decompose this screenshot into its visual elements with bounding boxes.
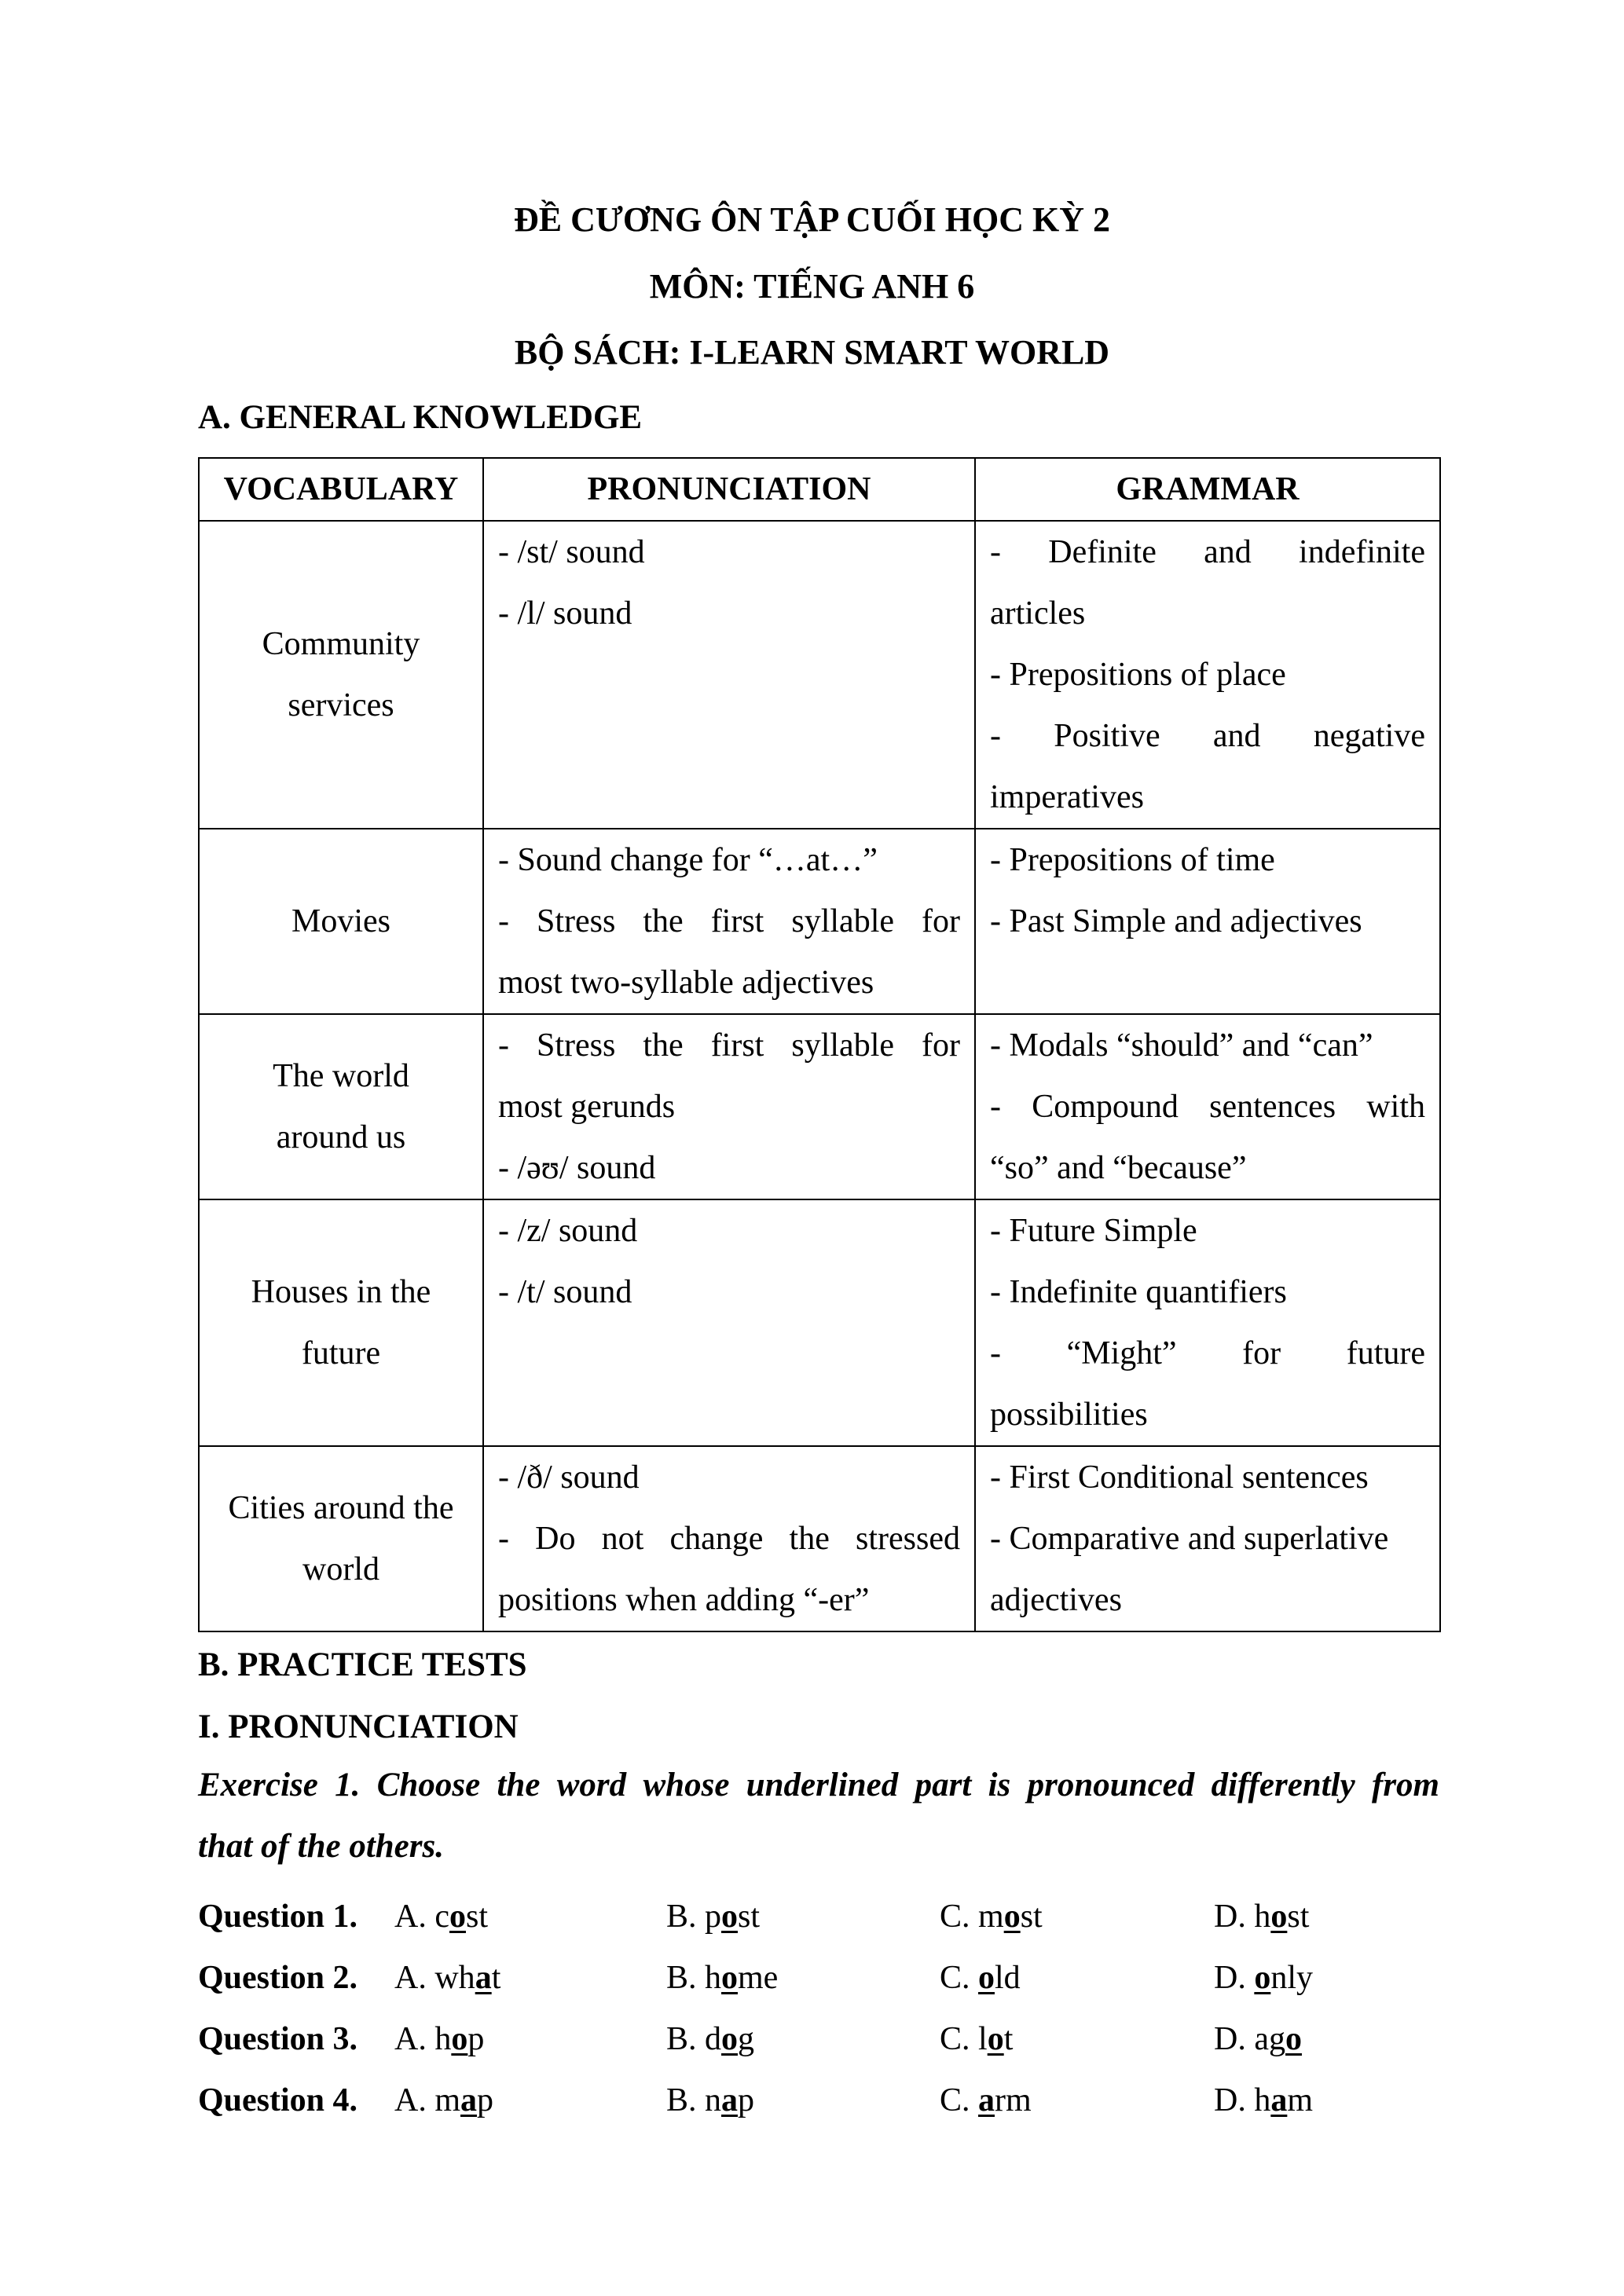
answer-option[interactable] <box>940 1954 1021 2001</box>
pron-line: - /l/ sound <box>498 595 632 632</box>
gram-line: - Prepositions of place <box>990 657 1286 693</box>
word-part: h <box>1254 2082 1271 2118</box>
pron-line: - /z/ sound <box>498 1213 638 1249</box>
pronunciation-cell <box>483 829 975 1014</box>
gram-line: - Comparative and superlative <box>990 1521 1389 1557</box>
word-part: p <box>477 2082 494 2118</box>
option-letter: C. <box>940 1960 970 1996</box>
word-part: n <box>705 2082 722 2118</box>
book-title: BỘ SÁCH: I-LEARN SMART WORLD <box>514 333 1110 372</box>
answer-option[interactable] <box>394 1954 500 2001</box>
underlined-part: a <box>460 2082 478 2118</box>
word-part: p <box>738 2082 755 2118</box>
underlined-part: o <box>721 2021 739 2057</box>
underlined-part: o <box>1254 1960 1271 1996</box>
pron-line: - Sound change for “…at…” <box>498 842 878 878</box>
word-part: c <box>434 1899 449 1935</box>
pron-line: most gerunds <box>498 1089 676 1125</box>
word-part: st <box>1287 1899 1310 1935</box>
gram-line: - Modals “should” and “can” <box>990 1027 1373 1064</box>
answer-option[interactable] <box>1214 1954 1313 2001</box>
answer-option[interactable] <box>394 1893 488 1940</box>
word-part: p <box>705 1899 722 1935</box>
option-letter: D. <box>1214 2082 1246 2118</box>
subject-title: MÔN: TIẾNG ANH 6 <box>649 267 975 306</box>
exercise-line: that of the others. <box>198 1828 444 1865</box>
option-letter: D. <box>1214 1960 1246 1996</box>
pron-line: - Do not change the stressed <box>498 1521 960 1557</box>
vocab-line: Cities around the <box>228 1490 454 1526</box>
gram-line: - Positive and negative <box>990 718 1425 754</box>
grammar-cell <box>975 1014 1440 1199</box>
pronunciation-cell <box>483 1446 975 1631</box>
gram-line: possibilities <box>990 1397 1148 1433</box>
column-header-pronunciation: PRONUNCIATION <box>483 458 975 521</box>
gram-line: - Past Simple and adjectives <box>990 903 1362 939</box>
option-letter: C. <box>940 2021 970 2057</box>
question-row <box>198 1954 1455 2001</box>
pron-line: most two-syllable adjectives <box>498 965 874 1001</box>
word-part: t <box>1003 2021 1014 2057</box>
underlined-part: a <box>721 2082 739 2118</box>
word-part: h <box>705 1960 722 1996</box>
answer-option[interactable] <box>394 2016 484 2063</box>
word-part: st <box>1020 1899 1043 1935</box>
vocab-cell <box>199 1446 483 1631</box>
underlined-part: o <box>1003 1899 1021 1935</box>
question-row <box>198 2016 1455 2063</box>
pron-line: positions when adding “-er” <box>498 1582 870 1618</box>
vocab-line: services <box>288 687 394 723</box>
word-part: l <box>978 2021 988 2057</box>
option-letter: A. <box>394 2082 427 2118</box>
table-row <box>199 521 1440 829</box>
answer-option[interactable] <box>1214 2077 1313 2124</box>
answer-option[interactable] <box>666 2016 754 2063</box>
underlined-part: a <box>978 2082 995 2118</box>
option-letter: C. <box>940 2082 970 2118</box>
answer-option[interactable] <box>666 2077 754 2124</box>
word-part: st <box>466 1899 489 1935</box>
table-row <box>199 1014 1440 1199</box>
word-part: rm <box>995 2082 1032 2118</box>
word-part: h <box>1254 1899 1271 1935</box>
gram-line: “so” and “because” <box>990 1150 1247 1186</box>
question-label: Question 1. <box>198 1899 358 1935</box>
word-part: h <box>434 2021 452 2057</box>
underlined-part: a <box>1270 2082 1288 2118</box>
word-part: ag <box>1254 2021 1285 2057</box>
underlined-part: a <box>475 1960 492 1996</box>
pronunciation-heading: I. PRONUNCIATION <box>198 1708 519 1745</box>
pron-line: - /ð/ sound <box>498 1459 640 1496</box>
vocab-cell <box>199 829 483 1014</box>
vocab-line: world <box>302 1551 379 1587</box>
gram-line: imperatives <box>990 779 1144 815</box>
vocab-line: future <box>301 1335 381 1371</box>
word-part: m <box>1287 2082 1314 2118</box>
answer-option[interactable] <box>666 1893 760 1940</box>
grammar-cell <box>975 1199 1440 1446</box>
gram-line: - Future Simple <box>990 1213 1197 1249</box>
option-letter: B. <box>666 2021 697 2057</box>
knowledge-table <box>198 457 1441 1632</box>
underlined-part: o <box>1285 2021 1302 2057</box>
table-header-row <box>199 458 1440 521</box>
gram-line: adjectives <box>990 1582 1122 1618</box>
word-part: nly <box>1270 1960 1314 1996</box>
word-part: ld <box>995 1960 1021 1996</box>
word-part: p <box>467 2021 485 2057</box>
option-letter: A. <box>394 2021 427 2057</box>
gram-line: - Prepositions of time <box>990 842 1275 878</box>
vocab-cell <box>199 521 483 829</box>
answer-option[interactable] <box>1214 2016 1302 2063</box>
table-row <box>199 829 1440 1014</box>
word-part: g <box>738 2021 755 2057</box>
gram-line: - Compound sentences with <box>990 1089 1425 1125</box>
word-part: m <box>434 2082 461 2118</box>
grammar-cell <box>975 829 1440 1014</box>
table-row <box>199 1199 1440 1446</box>
section-a-heading: A. GENERAL KNOWLEDGE <box>198 399 643 436</box>
option-letter: B. <box>666 1899 697 1935</box>
underlined-part: o <box>451 2021 468 2057</box>
option-letter: B. <box>666 2082 697 2118</box>
answer-option[interactable] <box>940 2077 1032 2124</box>
gram-line: - Indefinite quantifiers <box>990 1274 1287 1310</box>
option-letter: A. <box>394 1899 427 1935</box>
vocab-cell <box>199 1199 483 1446</box>
column-header-grammar: GRAMMAR <box>975 458 1440 521</box>
table-row <box>199 1446 1440 1631</box>
gram-line: articles <box>990 595 1086 632</box>
answer-option[interactable] <box>940 2016 1013 2063</box>
pron-line: - Stress the first syllable for <box>498 1027 960 1064</box>
word-part: me <box>738 1960 779 1996</box>
grammar-cell <box>975 1446 1440 1631</box>
vocab-line: Houses in the <box>251 1274 431 1310</box>
underlined-part: o <box>1270 1899 1288 1935</box>
gram-line: - First Conditional sentences <box>990 1459 1369 1496</box>
pronunciation-cell <box>483 521 975 829</box>
gram-line: - “Might” for future <box>990 1335 1425 1371</box>
option-letter: B. <box>666 1960 697 1996</box>
option-letter: D. <box>1214 1899 1246 1935</box>
vocab-line: Movies <box>291 903 390 939</box>
question-row <box>198 1893 1455 1940</box>
word-part: m <box>978 1899 1004 1935</box>
underlined-part: o <box>978 1960 995 1996</box>
pronunciation-cell <box>483 1199 975 1446</box>
vocab-cell <box>199 1014 483 1199</box>
document-title: ĐỀ CƯƠNG ÔN TẬP CUỐI HỌC KỲ 2 <box>513 200 1111 239</box>
option-letter: A. <box>394 1960 427 1996</box>
question-row <box>198 2077 1455 2124</box>
grammar-cell <box>975 521 1440 829</box>
vocab-line: The world <box>273 1058 409 1094</box>
underlined-part: o <box>721 1899 739 1935</box>
question-label: Question 3. <box>198 2021 358 2057</box>
word-part: wh <box>434 1960 475 1996</box>
section-b-heading: B. PRACTICE TESTS <box>198 1646 527 1683</box>
vocab-line: around us <box>276 1119 406 1155</box>
column-header-vocabulary: VOCABULARY <box>199 458 483 521</box>
question-label: Question 4. <box>198 2082 358 2118</box>
underlined-part: o <box>721 1960 739 1996</box>
option-letter: D. <box>1214 2021 1246 2057</box>
word-part: st <box>738 1899 761 1935</box>
pron-line: - /st/ sound <box>498 534 645 570</box>
pron-line: - /t/ sound <box>498 1274 632 1310</box>
pron-line: - /əʊ/ sound <box>498 1150 656 1186</box>
underlined-part: o <box>449 1899 466 1935</box>
option-letter: C. <box>940 1899 970 1935</box>
answer-option[interactable] <box>940 1893 1043 1940</box>
gram-line: - Definite and indefinite <box>990 534 1425 570</box>
question-label: Question 2. <box>198 1960 358 1996</box>
exercise-instruction <box>198 1755 1439 1877</box>
vocab-line: Community <box>262 626 420 662</box>
answer-option[interactable] <box>394 2077 493 2124</box>
answer-option[interactable] <box>666 1954 778 2001</box>
pron-line: - Stress the first syllable for <box>498 903 960 939</box>
word-part: t <box>491 1960 501 1996</box>
exercise-line: Exercise 1. Choose the word whose underlined part is pronounced differently from <box>198 1767 1439 1803</box>
word-part: d <box>705 2021 722 2057</box>
pronunciation-cell <box>483 1014 975 1199</box>
underlined-part: o <box>987 2021 1004 2057</box>
answer-option[interactable] <box>1214 1893 1309 1940</box>
